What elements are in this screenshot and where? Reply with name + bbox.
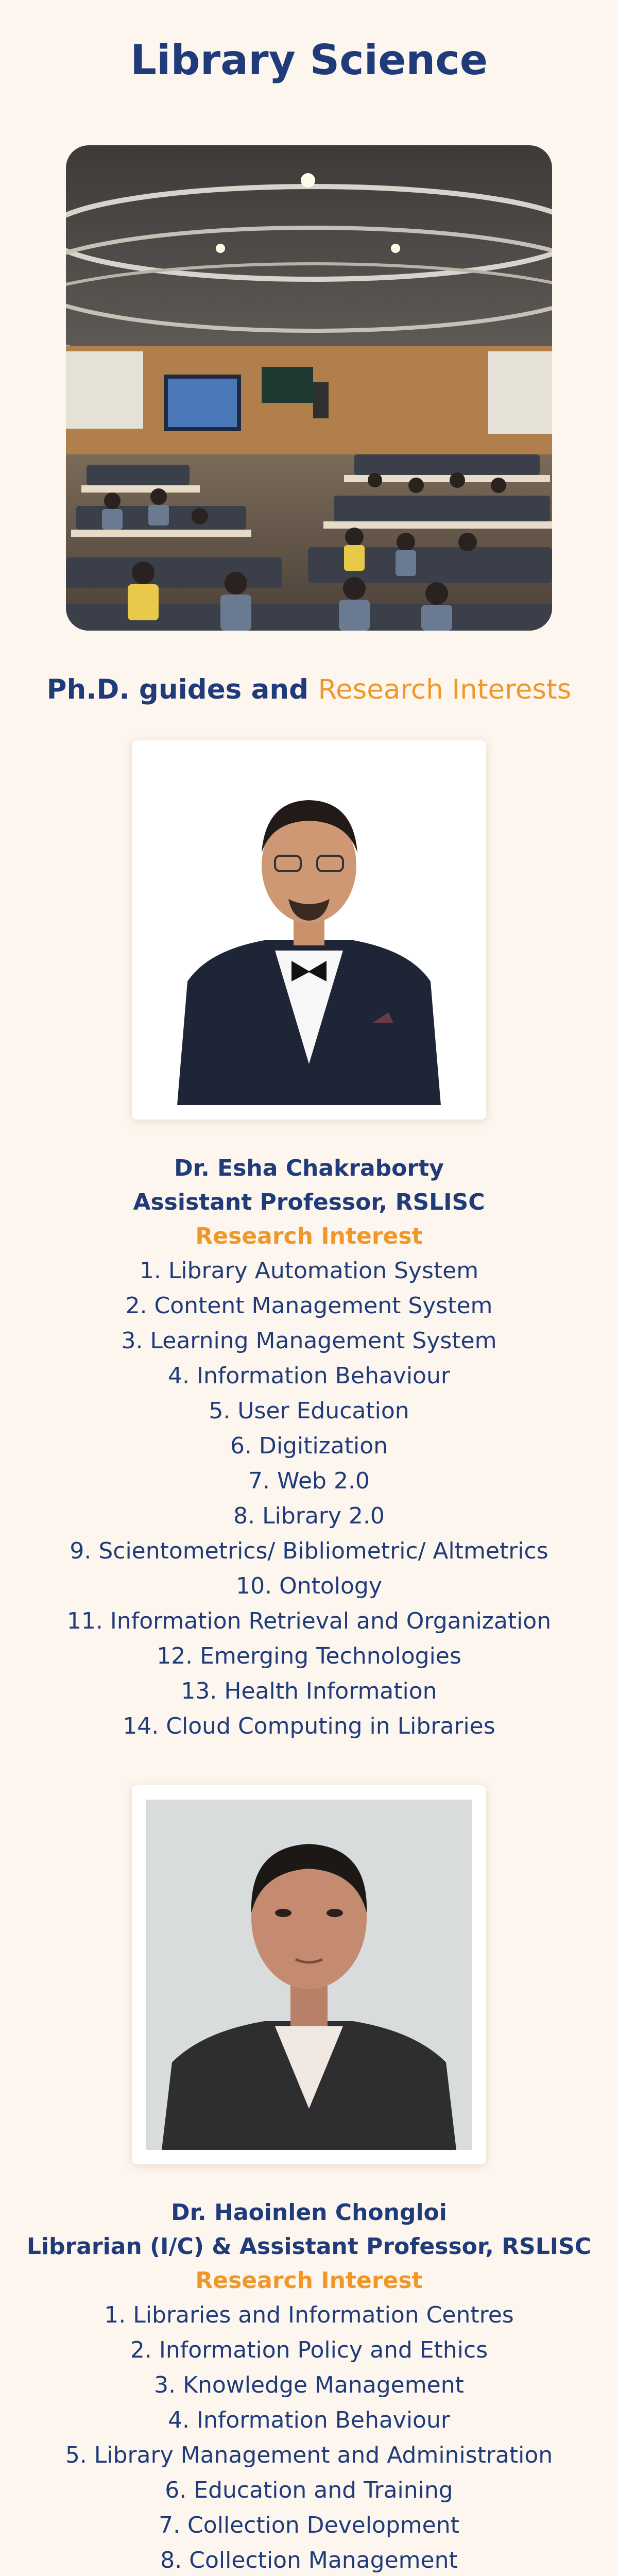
research-interest-item: 2. Content Management System <box>125 1293 493 1319</box>
research-interest-item: 5. User Education <box>209 1398 409 1424</box>
guide-name: Dr. Esha Chakraborty <box>174 1155 444 1181</box>
research-interest-item: 4. Information Behaviour <box>168 2407 450 2433</box>
guide-portrait-image <box>146 1800 472 2150</box>
research-interest-item: 6. Digitization <box>230 1433 388 1459</box>
research-interest-item: 12. Emerging Technologies <box>157 1643 461 1669</box>
research-interest-item: 13. Health Information <box>181 1678 437 1704</box>
research-interest-list <box>0 1253 618 1744</box>
research-interest-item: 5. Library Management and Administration <box>65 2442 553 2468</box>
research-interest-item: 7. Web 2.0 <box>248 1468 370 1494</box>
section-title-highlight: Research Interests <box>318 674 572 705</box>
guide-portrait-image <box>146 755 472 1105</box>
guide-profile <box>0 1151 618 1744</box>
lecture-hall-image <box>66 145 552 631</box>
research-interest-item: 11. Information Retrieval and Organization <box>66 1608 552 1634</box>
guide-role: Librarian (I/C) & Assistant Professor, RSLISC <box>26 2233 592 2260</box>
research-interest-item: 8. Collection Management <box>160 2547 458 2573</box>
research-interest-heading: Research Interest <box>195 2267 423 2294</box>
research-interest-item: 8. Library 2.0 <box>233 1503 385 1529</box>
research-interest-item: 2. Information Policy and Ethics <box>130 2337 488 2363</box>
research-interest-item: 10. Ontology <box>236 1573 382 1599</box>
research-interest-item: 9. Scientometrics/ Bibliometric/ Altmetrics <box>70 1538 548 1564</box>
section-title <box>0 674 618 705</box>
section-title-main: Ph.D. guides and <box>46 674 309 705</box>
research-interest-item: 6. Education and Training <box>165 2477 453 2503</box>
guide-name: Dr. Haoinlen Chongloi <box>171 2199 447 2226</box>
page-title: Library Science <box>130 36 488 84</box>
research-interest-item: 3. Learning Management System <box>121 1328 497 1354</box>
guide-role: Assistant Professor, RSLISC <box>133 1189 485 1215</box>
research-interest-item: 1. Library Automation System <box>139 1258 479 1284</box>
guide-photo-card <box>132 1785 486 2164</box>
lecture-hall-illustration <box>66 145 552 631</box>
research-interest-list <box>0 2298 618 2576</box>
research-interest-item: 4. Information Behaviour <box>168 1363 450 1389</box>
guide-photo-card <box>132 740 486 1120</box>
research-interest-heading: Research Interest <box>195 1223 423 1249</box>
research-interest-item: 3. Knowledge Management <box>154 2372 464 2398</box>
guide-profile <box>0 2196 618 2576</box>
research-interest-item: 7. Collection Development <box>159 2512 459 2538</box>
research-interest-item: 14. Cloud Computing in Libraries <box>123 1713 495 1739</box>
research-interest-item: 1. Libraries and Information Centres <box>104 2302 514 2328</box>
